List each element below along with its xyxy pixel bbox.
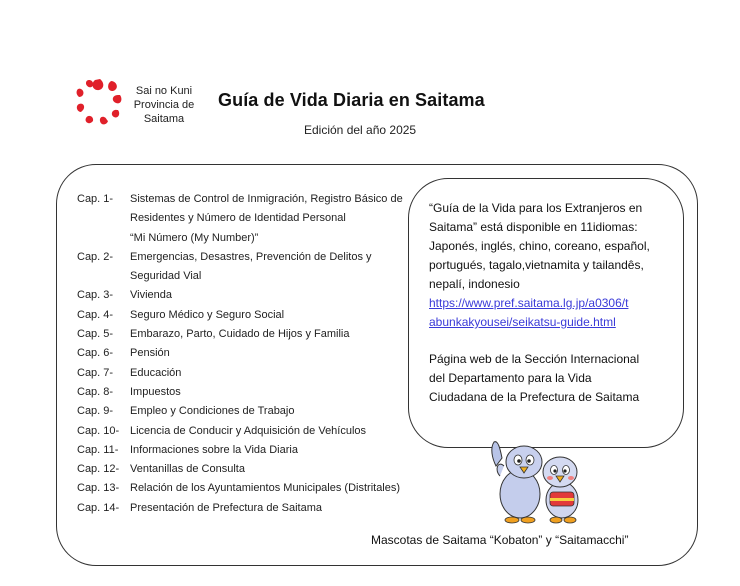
chapter-item [77, 402, 407, 421]
chapter-number: Cap. 2- [77, 250, 114, 263]
chapter-title [130, 248, 407, 287]
chapter-item [77, 383, 407, 402]
chapter-number: Cap. 13- [77, 482, 120, 495]
source-line: Página web de la Sección Internacional [429, 352, 640, 366]
info-line: Saitama” está disponible en 11idiomas: [429, 220, 638, 234]
chapter-number: Cap. 11- [77, 443, 119, 456]
source-line: del Departamento para la Vida [429, 371, 592, 385]
chapter-item [77, 344, 407, 363]
info-line: Japonés, inglés, chino, coreano, español, [429, 239, 650, 253]
chapter-number: Cap. 8- [77, 385, 114, 398]
chapter-item [77, 306, 407, 325]
chapter-item [77, 460, 407, 479]
logo-caption [129, 84, 199, 126]
chapter-title: Vivienda [130, 289, 172, 302]
info-box [408, 178, 684, 448]
page-title: Guía de Vida Diaria en Saitama [218, 90, 485, 110]
chapter-title: Licencia de Conducir y Adquisición de Vehículos [130, 424, 367, 437]
chapter-title-line: Seguridad Vial [130, 270, 202, 283]
chapter-title: Empleo y Condiciones de Trabajo [130, 405, 295, 418]
guide-link[interactable]: https://www.pref.saitama.lg.jp/a0306/t [429, 296, 629, 310]
chapter-item [77, 325, 407, 344]
logo-line: Provincia de [133, 99, 195, 111]
chapter-title: Embarazo, Parto, Cuidado de Hijos y Familia [130, 328, 350, 341]
guide-link[interactable]: abunkakyousei/seikatsu-guide.html [429, 315, 616, 329]
chapter-item [77, 499, 407, 518]
chapter-title: Ventanillas de Consulta [130, 463, 245, 476]
chapter-number: Cap. 1- [77, 193, 114, 205]
logo-line: Sai no Kuni [135, 85, 193, 97]
chapter-number: Cap. 12- [77, 463, 120, 476]
chapter-title: Educación [130, 366, 182, 379]
source-line: Ciudadana de la Prefectura de Saitama [429, 390, 640, 404]
chapter-number: Cap. 6- [77, 347, 114, 360]
chapter-number: Cap. 10- [77, 424, 120, 437]
chapter-title: Relación de los Ayuntamientos Municipales (Distritales) [130, 482, 401, 495]
mascots-illustration [484, 436, 594, 528]
chapter-number: Cap. 3- [77, 289, 114, 302]
chapter-number: Cap. 9- [77, 405, 114, 418]
chapter-title-line: Sistemas de Control de Inmigración, Registro Básico de [130, 193, 403, 205]
chapter-list [77, 190, 407, 518]
info-line: “Guía de la Vida para los Extranjeros en [429, 201, 643, 215]
chapter-title: Impuestos [130, 385, 181, 398]
info-line: nepalí, indonesio [429, 277, 520, 291]
edition-label: Edición del año 2025 [304, 123, 417, 137]
chapter-title [130, 190, 407, 248]
chapter-number: Cap. 7- [77, 366, 114, 379]
chapter-number: Cap. 5- [77, 328, 114, 341]
chapter-item [77, 479, 407, 498]
chapter-title: Informaciones sobre la Vida Diaria [130, 443, 298, 456]
chapter-title: Presentación de Prefectura de Saitama [130, 501, 323, 514]
saitamacchi-icon [543, 457, 578, 523]
chapter-item [77, 286, 407, 305]
chapter-title: Seguro Médico y Seguro Social [130, 308, 285, 321]
chapter-title-line: Emergencias, Desastres, Prevención de Delitos y [130, 250, 372, 263]
chapter-item [77, 441, 407, 460]
chapter-item [77, 248, 407, 287]
chapter-title: Pensión [130, 347, 170, 360]
chapter-item [77, 422, 407, 441]
chapter-title-line: “Mi Número (My Number)” [130, 231, 259, 244]
logo-line: Saitama [143, 113, 185, 125]
chapter-title-line: Residentes y Número de Identidad Personal [130, 212, 346, 225]
chapter-number: Cap. 14- [77, 501, 120, 514]
chapter-number: Cap. 4- [77, 308, 114, 321]
saitama-logo-icon [76, 76, 122, 126]
kobaton-icon [492, 442, 542, 523]
chapter-item [77, 190, 407, 248]
mascots-caption: Mascotas de Saitama “Kobaton” y “Saitamacchi” [371, 533, 629, 547]
chapter-item [77, 364, 407, 383]
info-line: portugués, tagalo,vietnamita y tailandês, [429, 258, 644, 272]
